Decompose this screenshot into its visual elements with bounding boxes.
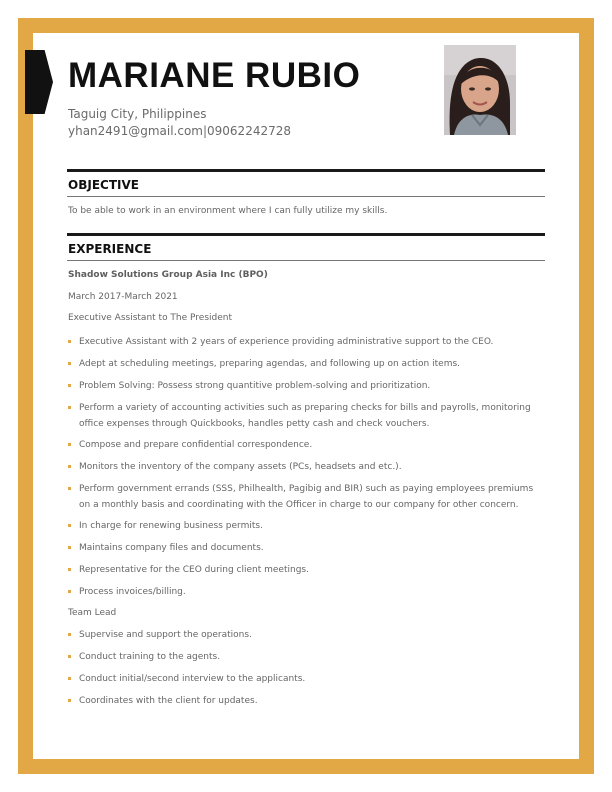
bullet-icon: [68, 633, 71, 636]
list-item: In charge for renewing business permits.: [68, 518, 540, 534]
bullet-icon: [68, 384, 71, 387]
bullet-icon: [68, 677, 71, 680]
list-item: Adept at scheduling meetings, preparing agendas, and following up on action items.: [68, 356, 540, 372]
list-item: Problem Solving: Possess strong quantitive problem-solving and prioritization.: [68, 378, 540, 394]
bullet-icon: [68, 546, 71, 549]
bullet-icon: [68, 568, 71, 571]
candidate-name: MARIANE RUBIO: [68, 56, 361, 95]
list-item: Conduct training to the agents.: [68, 649, 540, 665]
location-text: Taguig City, Philippines: [68, 107, 207, 121]
list-item: Maintains company files and documents.: [68, 540, 540, 556]
list-item: Coordinates with the client for updates.: [68, 693, 540, 709]
bullet-icon: [68, 590, 71, 593]
bullet-icon: [68, 655, 71, 658]
list-item: Supervise and support the operations.: [68, 627, 540, 643]
email-phone-text: yhan2491@gmail.com|09062242728: [68, 124, 292, 138]
bullet-icon: [68, 443, 71, 446]
objective-underline: [67, 196, 545, 197]
list-item: Perform government errands (SSS, Philhealth, Pagibig and BIR) such as paying employees premiums on a monthly basis and coordinating with the Officer in charge to our company for other concern.: [68, 481, 540, 513]
list-item: Monitors the inventory of the company assets (PCs, headsets and etc.).: [68, 459, 540, 475]
list-item: Perform a variety of accounting activities such as preparing checks for bills and payrolls, monitoring office expenses through Quickbooks, handles petty cash and check vouchers.: [68, 400, 540, 432]
employment-dates: March 2017-March 2021: [68, 292, 178, 302]
list-item: Representative for the CEO during client meetings.: [68, 562, 540, 578]
experience-heading: EXPERIENCE: [68, 242, 152, 256]
bullet-icon: [68, 487, 71, 490]
bullet-icon: [68, 699, 71, 702]
role-title-executive-assistant: Executive Assistant to The President: [68, 313, 233, 323]
bullet-icon: [68, 362, 71, 365]
list-item: Executive Assistant with 2 years of experience providing administrative support to the CEO.: [68, 334, 540, 350]
bullet-icon: [68, 465, 71, 468]
experience-underline: [67, 260, 545, 261]
objective-top-rule: [67, 169, 545, 172]
list-item: Compose and prepare confidential correspondence.: [68, 437, 540, 453]
role-title-team-lead: Team Lead: [68, 608, 117, 618]
objective-text: To be able to work in an environment where I can fully utilize my skills.: [68, 206, 388, 216]
bullet-icon: [68, 340, 71, 343]
objective-heading: OBJECTIVE: [68, 178, 139, 192]
profile-photo: [444, 45, 516, 135]
list-item: Process invoices/billing.: [68, 584, 540, 600]
bullet-icon: [68, 406, 71, 409]
bullet-icon: [68, 524, 71, 527]
experience-top-rule: [67, 233, 545, 236]
list-item: Conduct initial/second interview to the applicants.: [68, 671, 540, 687]
company-name: Shadow Solutions Group Asia Inc (BPO): [68, 270, 268, 280]
